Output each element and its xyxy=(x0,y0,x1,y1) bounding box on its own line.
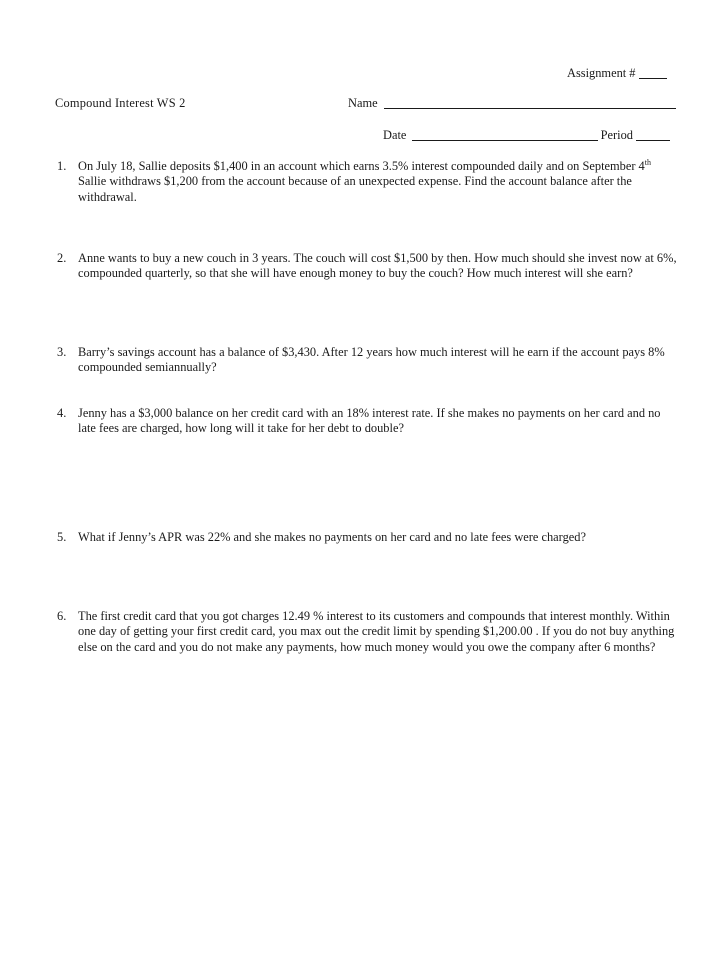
question-5 xyxy=(57,530,697,545)
question-number: 1. xyxy=(57,159,67,173)
question-number: 3. xyxy=(57,345,67,359)
superscript-ordinal: th xyxy=(644,157,651,167)
question-text: Barry’s savings account has a balance of $3,430. After 12 years how much interest will he earn if the account pays 8% compounded semiannually? xyxy=(78,345,665,375)
question-4 xyxy=(57,406,677,437)
question-text: On July 18, Sallie deposits $1,400 in an account which earns 3.5% interest compounded daily and on September 4th Sallie withdraws $1,200 from the account because of an unexpected expense. Find the account balance after the withdrawal. xyxy=(78,157,651,204)
assignment-number-line xyxy=(567,66,667,81)
question-text: The first credit card that you got charges 12.49 % interest to its customers and compounds that interest monthly. Within one day of getting your first credit card, you max out the credit limit by spending $1,200.00 . If you do not buy anything else on the card and you do not make any payments, how much money would you owe the company after 6 months? xyxy=(78,609,675,654)
date-blank[interactable] xyxy=(412,140,598,141)
question-text: Anne wants to buy a new couch in 3 years. The couch will cost $1,500 by then. How much should she invest now at 6%, compounded quarterly, so that she will have enough money to buy the couch? How much interest will she earn? xyxy=(78,251,677,281)
period-blank[interactable] xyxy=(636,140,670,141)
question-6 xyxy=(57,609,677,655)
worksheet-title: Compound Interest WS 2 xyxy=(55,96,186,110)
assignment-number-blank[interactable] xyxy=(639,78,667,79)
name-line xyxy=(348,96,676,111)
period-label: Period xyxy=(600,128,633,142)
question-number: 2. xyxy=(57,251,67,265)
question-2 xyxy=(57,251,677,282)
question-1 xyxy=(57,159,677,205)
question-text: Jenny has a $3,000 balance on her credit card with an 18% interest rate. If she makes no payments on her card and no late fees are charged, how long will it take for her debt to double? xyxy=(78,406,661,436)
date-label: Date xyxy=(383,128,407,142)
name-blank[interactable] xyxy=(384,108,676,109)
question-number: 6. xyxy=(57,609,67,623)
name-label: Name xyxy=(348,96,378,110)
date-period-line xyxy=(383,128,670,143)
assignment-label: Assignment # xyxy=(567,66,636,80)
question-number: 5. xyxy=(57,530,67,544)
question-number: 4. xyxy=(57,406,67,420)
question-text: What if Jenny’s APR was 22% and she makes no payments on her card and no late fees were charged? xyxy=(78,530,586,544)
question-3 xyxy=(57,345,677,376)
